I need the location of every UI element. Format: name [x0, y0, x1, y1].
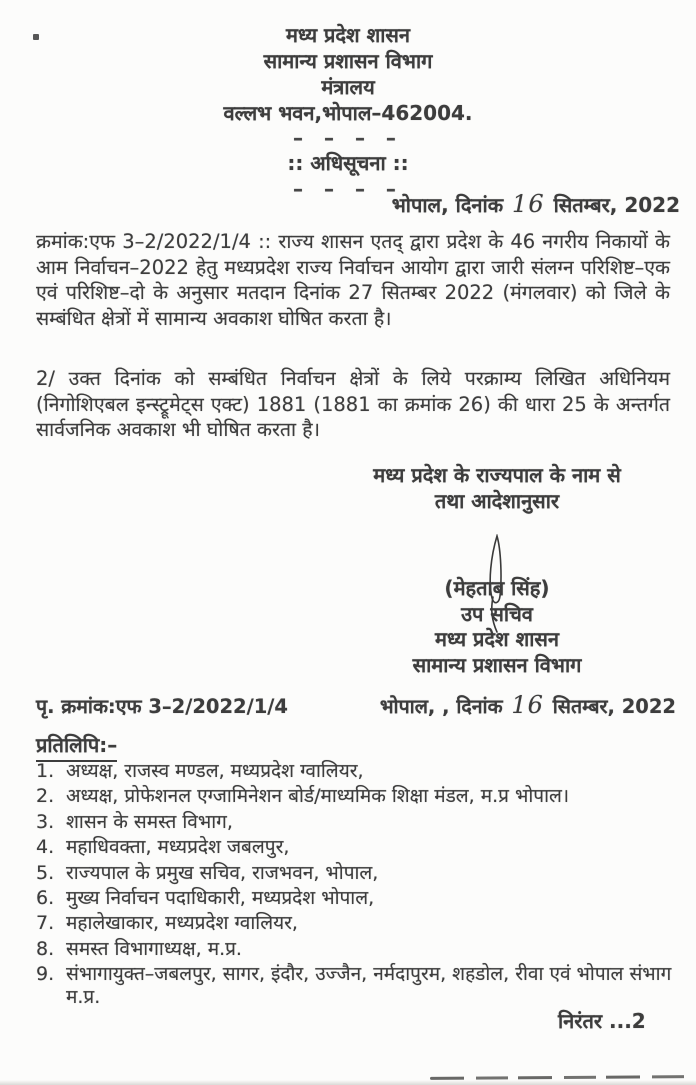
government-name: मध्य प्रदेश शासन [285, 23, 410, 47]
signatory-name: (मेहताब सिंह) [444, 576, 550, 600]
separator-dashes-bottom: – – – – [293, 177, 403, 201]
public-holiday-paragraph: 2/ उक्त दिनांक को सम्बंधित निर्वाचन क्षेत्रों के लिये परक्राम्य लिखित अधिनियम (निगोशिएबल इन्स्ट्रूमेट्स एक्ट) 1881 (1881 का क्रमांक 26) की धारा 25 के अन्तर्गत सार्वजनिक अवकाश भी घोषित करता है। [36, 367, 670, 441]
copy-recipient-2: 2. अध्यक्ष, प्रोफेशनल एग्जामिनेशन बोर्ड/माध्यमिक शिक्षा मंडल, म.प्र भोपाल। [36, 785, 570, 808]
copy-recipient-9: 9. संभागायुक्त–जबलपुर, सागर, इंदौर, उज्जैन, नर्मदापुरम, शहडोल, रीवा एवं भोपाल संभाग म.प्र. [36, 963, 672, 1009]
ministry-name: मंत्रालय [321, 75, 375, 99]
continuation-note: निरंतर ...2 [558, 1009, 646, 1033]
order-paragraph: क्रमांक:एफ 3–2/2022/1/4 :: राज्य शासन एतद् द्वारा प्रदेश के 46 नगरीय निकायों के आम निर्वाचन–2022 हेतु मध्यप्रदेश राज्य निर्वाचन आयोग द्वारा जारी संलग्न परिशिष्ट–एक एवं परिशिष्ट–दो के अनुसार मतदान दिनांक 27 सितम्बर 2022 (मंगलवार) को जिले के सम्बंधित क्षेत्रों में सामान्य अवकाश घोषित करता है। [36, 230, 670, 330]
endorsement-date-prefix: भोपाल, , दिनांक [379, 695, 503, 718]
signatory-org-line1: मध्य प्रदेश शासन [434, 627, 559, 651]
department-name: सामान्य प्रशासन विभाग [263, 49, 433, 73]
copy-recipient-4: 4. महाधिवक्ता, मध्यप्रदेश जबलपुर, [36, 836, 290, 859]
authority-line-1: मध्य प्रदेश के राज्यपाल के नाम से [373, 463, 621, 487]
endorsement-place-date [380, 692, 676, 719]
scan-artifact-bottom-line [430, 1075, 690, 1080]
copy-recipient-7: 7. महालेखाकार, मध्यप्रदेश ग्वालियर, [36, 912, 298, 935]
issue-place-date [392, 191, 680, 218]
signatory-designation: उप सचिव [461, 601, 533, 626]
office-address: वल्लभ भवन,भोपाल–462004. [223, 101, 473, 125]
endorsement-date-suffix: सितम्बर, 2022 [552, 695, 676, 718]
signatory-org-line2: सामान्य प्रशासन विभाग [412, 652, 582, 677]
copy-recipient-1: 1. अध्यक्ष, राजस्व मण्डल, मध्यप्रदेश ग्वालियर, [36, 760, 364, 782]
authority-line-2: तथा आदेशानुसार [434, 489, 560, 513]
copy-recipient-list [36, 760, 686, 1012]
copy-recipient-5: 5. राज्यपाल के प्रमुख सचिव, राजभवन, भोपाल, [36, 861, 379, 884]
copy-recipient-3: 3. शासन के समस्त विभाग, [36, 810, 233, 833]
notification-title: :: अधिसूचना :: [287, 151, 409, 175]
letterhead [0, 22, 696, 201]
endorsement-ref: पृ. क्रमांक:एफ 3–2/2022/1/4 [36, 695, 289, 718]
separator-dashes-top: – – – – [293, 126, 403, 150]
signatory-block [337, 576, 657, 678]
issue-date-prefix: भोपाल, दिनांक [391, 193, 504, 217]
handwritten-day-2: 16 [511, 691, 544, 719]
copy-to-heading: प्रतिलिपि:– [36, 731, 117, 762]
authority-block [337, 462, 657, 514]
handwritten-day: 16 [512, 190, 545, 218]
copy-recipient-6: 6. मुख्य निर्वाचन पदाधिकारी, मध्यप्रदेश भोपाल, [36, 886, 375, 909]
issue-date-suffix: सितम्बर, 2022 [553, 193, 680, 217]
endorsement-line [36, 692, 676, 719]
copy-recipient-8: 8. समस्त विभागाध्यक्ष, म.प्र. [36, 937, 242, 960]
